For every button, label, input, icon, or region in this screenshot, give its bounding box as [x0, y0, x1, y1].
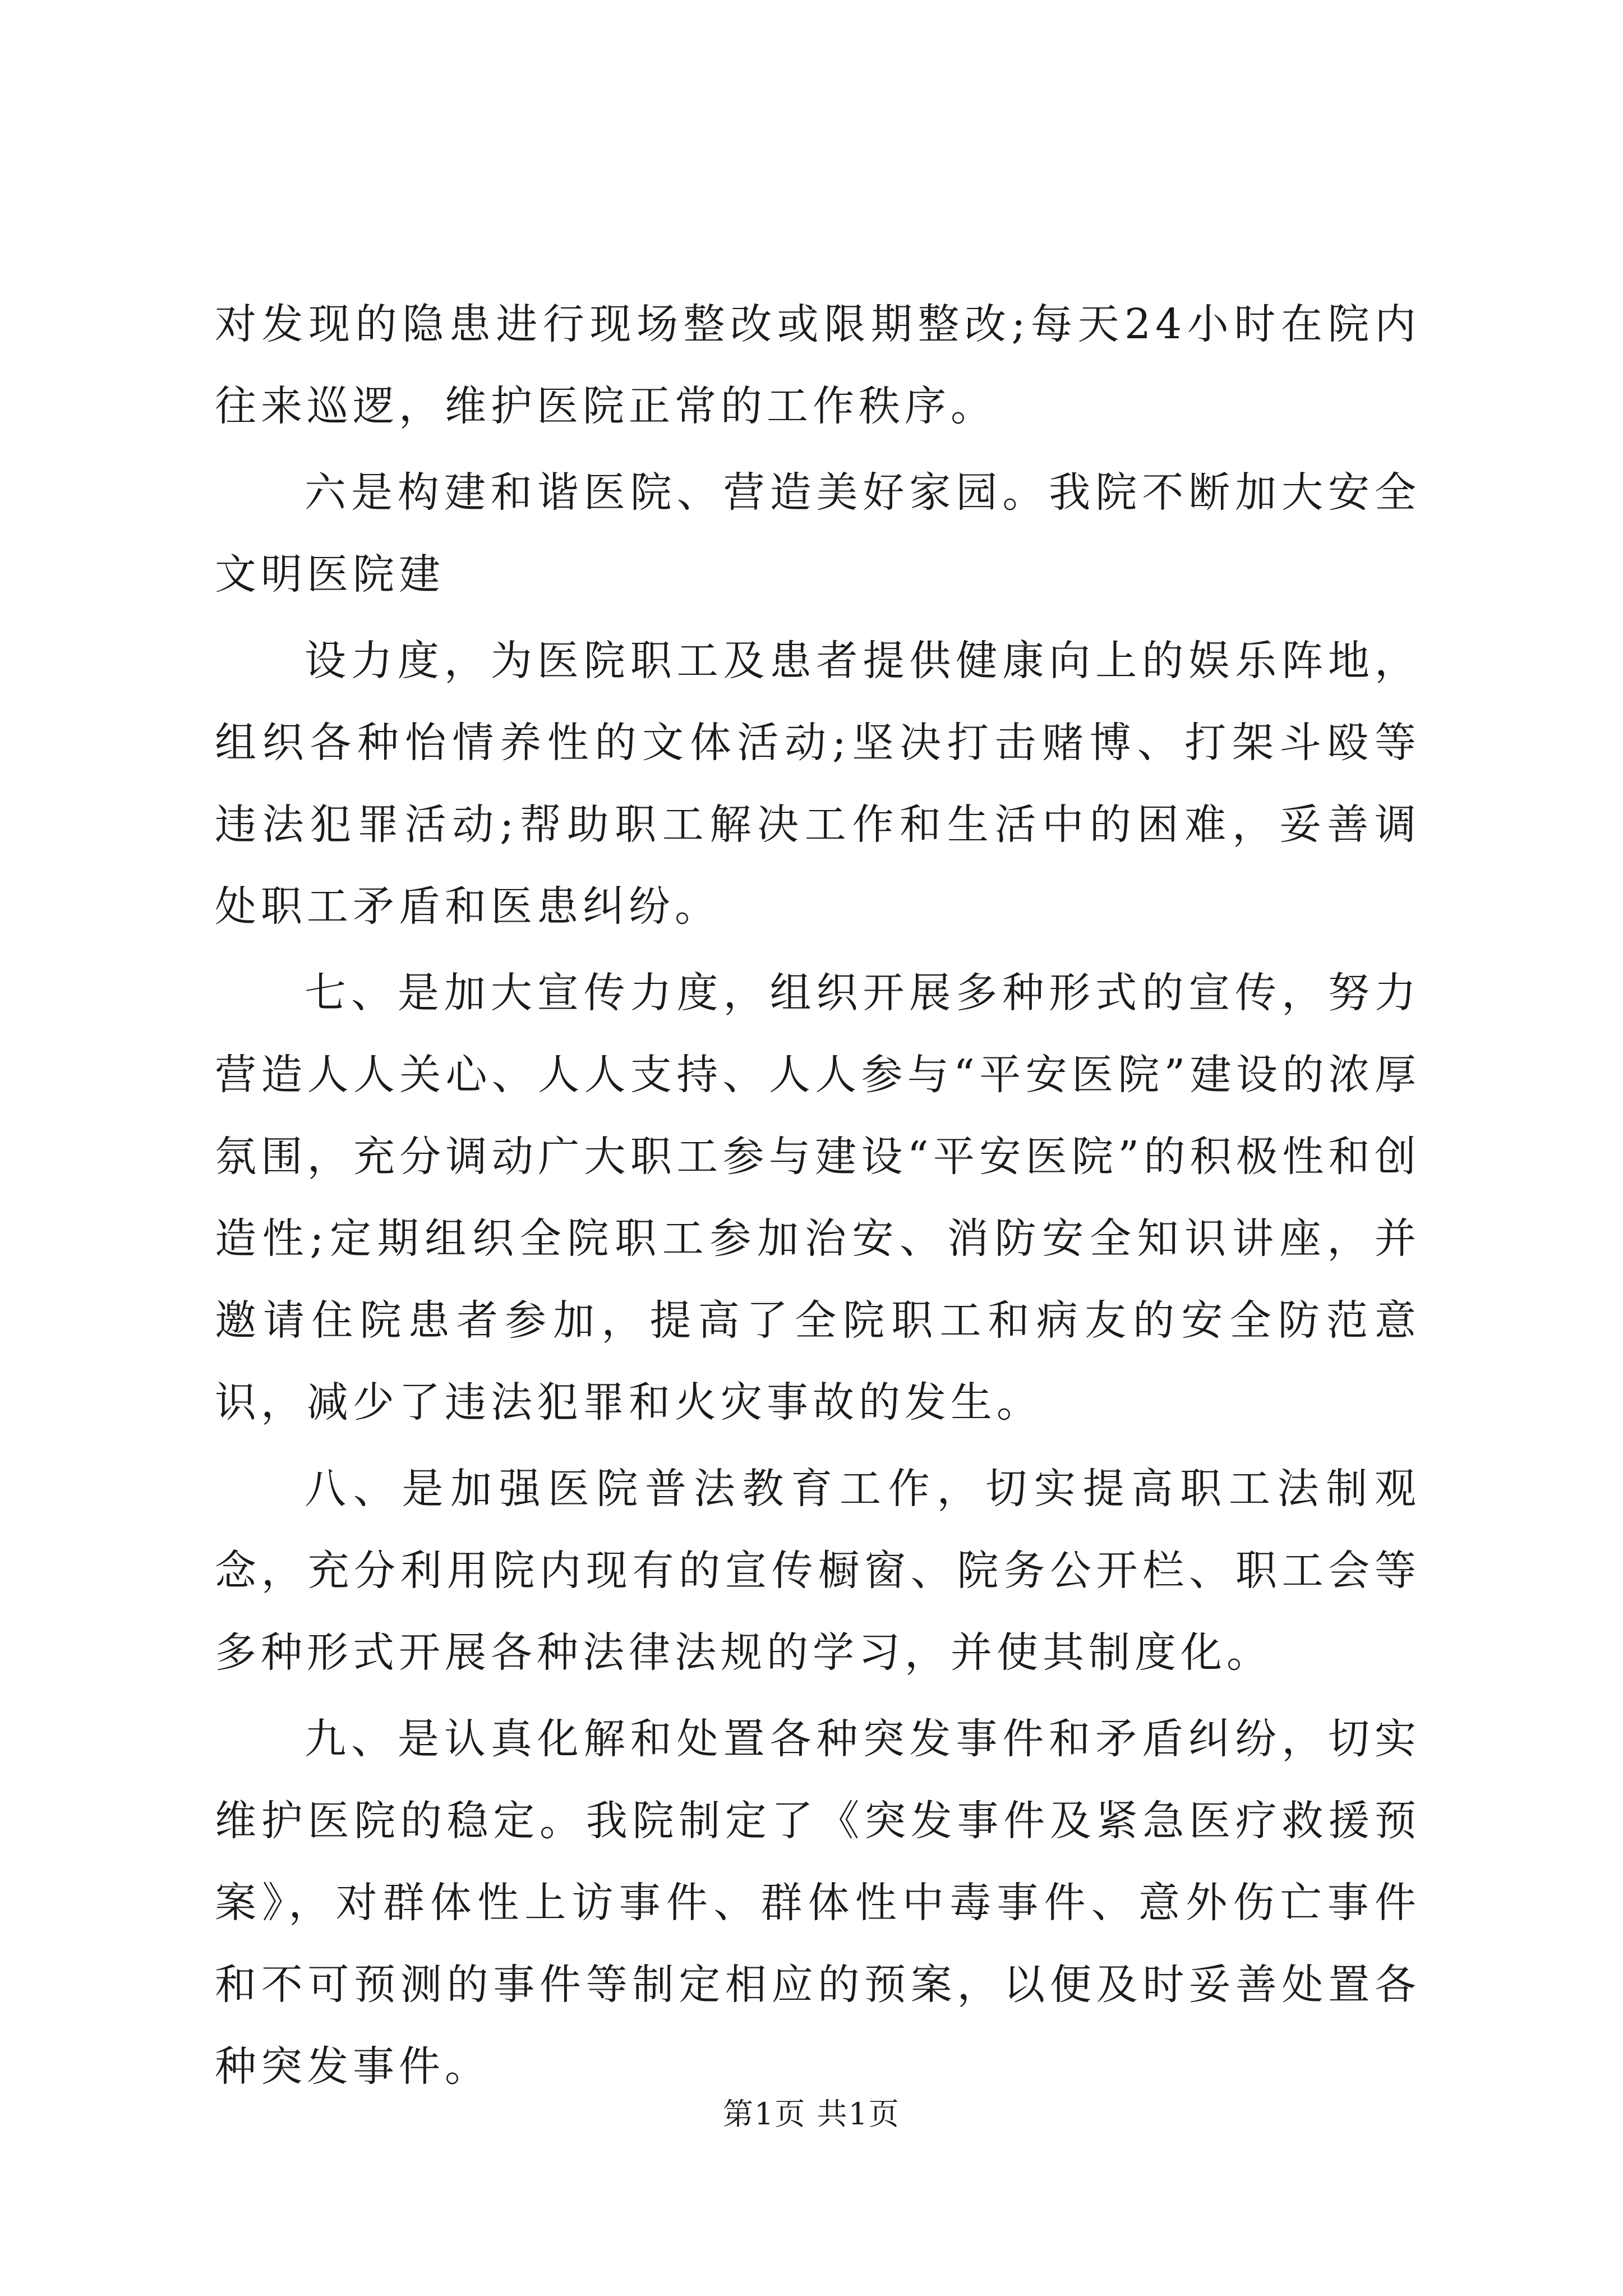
paragraph-seven: 七、是加大宣传力度，组织开展多种形式的宣传，努力营造人人关心、人人支持、人人参与“平安医院”建设的浓厚氛围，充分调动广大职工参与建设“平安医院”的积极性和创造性;定期组织全院职工参加治安、消防安全知识讲座，并邀请住院患者参加，提高了全院职工和病友的安全防范意识，减少了违法犯罪和火灾事故的发生。 [215, 969, 1421, 1427]
paragraph-continuation: 对发现的隐患进行现场整改或限期整改;每天24小时在院内往来巡逻，维护医院正常的工作秩序。 [215, 300, 1421, 430]
paragraph-six-continued: 设力度，为医院职工及患者提供健康向上的娱乐阵地，组织各种怡情养性的文体活动;坚决打击赌博、打架斗殴等违法犯罪活动;帮助职工解决工作和生活中的困难，妥善调处职工矛盾和医患纠纷。 [215, 637, 1421, 931]
paragraph-six: 六是构建和谐医院、营造美好家园。我院不断加大安全文明医院建 [215, 468, 1421, 599]
paragraph-eight: 八、是加强医院普法教育工作，切实提高职工法制观念，充分利用院内现有的宣传橱窗、院务公开栏、职工会等多种形式开展各种法律法规的学习，并使其制度化。 [215, 1465, 1421, 1677]
document-body [215, 283, 1421, 2112]
paragraph-nine: 九、是认真化解和处置各种突发事件和矛盾纠纷，切实维护医院的稳定。我院制定了《突发事件及紧急医疗救援预案》，对群体性上访事件、群体性中毒事件、意外伤亡事件和不可预测的事件等制定相应的预案，以便及时妥善处置各种突发事件。 [215, 1715, 1421, 2091]
page-footer: 第1页 共1页 [723, 2096, 900, 2132]
